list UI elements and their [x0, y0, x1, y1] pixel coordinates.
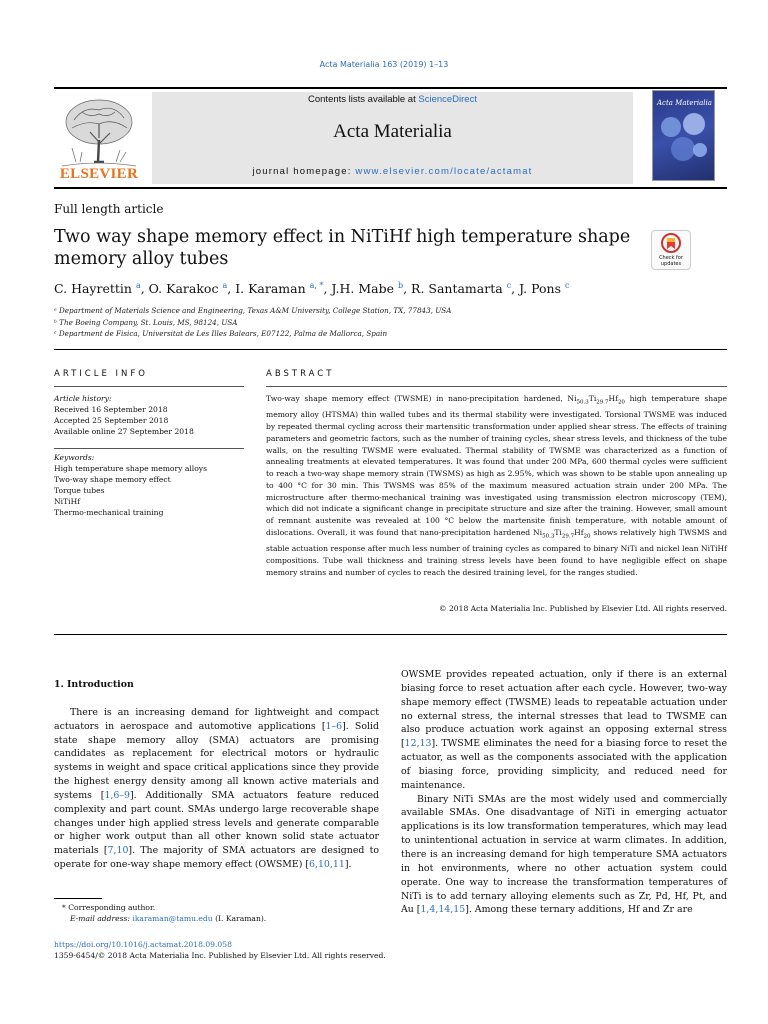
- journal-reference[interactable]: Acta Materialia 163 (2019) 1–13: [319, 60, 449, 69]
- body-text: OWSME provides repeated actuation, only if there is an external biasing force to reset actuation after each cycle. However, two-way shape memory effect (TWSME) leads to repeatable actuation under no external stress, the internal stresses that lead to TWSME can also produce actuation work against an opposing external stress [: [401, 669, 727, 750]
- formula-sub: 50.3: [542, 533, 555, 540]
- author-affiliation-marker[interactable]: b: [397, 281, 404, 290]
- keywords-rule: [54, 448, 244, 449]
- abstract-rule: [266, 386, 727, 387]
- abstract-heading: ABSTRACT: [266, 369, 335, 379]
- keyword: Two-way shape memory effect: [54, 475, 171, 484]
- header-rule-bottom: [54, 187, 727, 189]
- history-accepted: Accepted 25 September 2018: [54, 416, 169, 425]
- keyword: High temperature shape memory alloys: [54, 464, 207, 473]
- contents-prefix: Contents lists available at: [308, 94, 419, 105]
- cover-graphic-circle: [671, 137, 695, 161]
- email-label: E-mail address:: [70, 914, 133, 923]
- body-text: ].: [344, 859, 352, 871]
- bookmark-icon: [661, 233, 681, 253]
- header-rule-top: [54, 87, 727, 89]
- body-text: ]. Among these ternary additions, Hf and Zr are: [465, 904, 693, 916]
- citation-link[interactable]: 1,6–9: [104, 789, 130, 801]
- article-info-heading: ARTICLE INFO: [54, 369, 148, 379]
- cover-graphic-circle: [693, 143, 707, 157]
- email-link[interactable]: ikaraman@tamu.edu: [132, 914, 213, 923]
- body-text: ]. The majority of SMA actuators are designed to operate for one-way shape memory effect (OWSME) [: [54, 845, 379, 871]
- journal-name: Acta Materialia: [333, 121, 452, 142]
- affiliation-a: ᵃ Department of Materials Science and Engineering, Texas A&M University, College Station, TX, 77843, USA: [54, 306, 452, 315]
- footnote-rule: [54, 898, 102, 899]
- body-text: ]. Solid state shape memory alloy (SMA) actuators are promising candidates as replacement for electrical motors or hydraulic systems in weight and space critical applications since they provide the highest energy density among all known active materials and systems [: [54, 720, 379, 801]
- homepage-link[interactable]: www.elsevier.com/locate/actamat: [355, 166, 533, 177]
- citation-link[interactable]: 1,4,14,15: [420, 904, 466, 916]
- check-for-updates-button[interactable]: [651, 230, 691, 270]
- author-affiliation-marker[interactable]: c: [506, 281, 512, 290]
- cover-graphic-circle: [661, 117, 681, 137]
- body-text: ]. TWSME eliminates the need for a biasing force to reset the actuator, as well as the components associated with the application of biasing force, providing simplicity, and reduced need for maintenance.: [401, 738, 727, 791]
- author-affiliation-marker[interactable]: a: [222, 281, 228, 290]
- formula-hf: Hf: [574, 527, 584, 537]
- issn-copyright: 1359-6454/© 2018 Acta Materialia Inc. Published by Elsevier Ltd. All rights reserved.: [54, 951, 386, 960]
- body-text: ]. Additionally SMA actuators feature reduced complexity and part count. SMAs undergo large recoverable shape changes under high applied stress levels and generate comparable or higher work output than all other known solid state actuator materials [: [54, 789, 379, 857]
- author-name[interactable]: J.H. Mabe: [331, 281, 394, 297]
- author-list: C. Hayrettin $^a$, O. Karakoc $^a$, I. Karaman $^{a, *}$, J.H. Mabe $^b$, R. Santamarta $^c$, J. Pons $^c$: [54, 281, 570, 297]
- formula-sub: 20: [583, 533, 591, 540]
- journal-homepage: [152, 166, 633, 177]
- sciencedirect-link[interactable]: ScienceDirect: [418, 94, 477, 105]
- formula-ni: Ni: [533, 527, 543, 537]
- author-affiliation-marker[interactable]: a, *: [309, 281, 324, 290]
- journal-cover-image[interactable]: [652, 90, 715, 181]
- homepage-prefix: journal homepage:: [252, 166, 356, 177]
- formula-sub: 29.7: [561, 533, 575, 540]
- affiliation-c: ᶜ Department de Fisica, Universitat de Les Illes Balears, E07122, Palma de Mallorca, Spain: [54, 329, 388, 338]
- history-received: Received 16 September 2018: [54, 405, 168, 414]
- body-right-column: [401, 668, 727, 917]
- citation-link[interactable]: 1–6: [325, 720, 343, 732]
- publisher-wordmark: ELSEVIER: [59, 166, 139, 182]
- abstract-part: Two-way shape memory effect (TWSME) in nano-precipitation hardened,: [266, 394, 568, 403]
- article-info-rule: [54, 386, 244, 387]
- formula-sub: 50.3: [576, 399, 589, 406]
- article-history: [54, 393, 249, 437]
- corresponding-author-note: * Corresponding author.: [62, 903, 156, 912]
- keyword: Torque tubes: [54, 486, 105, 495]
- body-text: There is an increasing demand for lightweight and compact actuators in aerospace and automotive applications [: [54, 706, 379, 732]
- author-name[interactable]: C. Hayrettin: [54, 281, 132, 297]
- formula-ni: Ni: [567, 394, 577, 403]
- body-left-column: [54, 678, 379, 872]
- citation-link[interactable]: 6,10,11: [309, 859, 345, 871]
- cover-graphic-circle: [683, 113, 705, 135]
- formula-hf: Hf: [608, 394, 618, 403]
- abstract-part: high temperature shape memory alloy (HTSMA) thin walled tubes and its thermal stability were investigated. Torsional TWSME was induced by repeated thermal cycling across their martensitic transformation under applied shear stress. The effects of training parameters and geometric factors, such as the number of training cycles, shear stress levels, and thickness of the tube walls, on the resulting TWSME were evaluated. Thermal stability of TWSME was characterized as a function of annealing treatments at elevated temperatures. It was found that under 200 MPa, 600 thermal cycles were sufficient to reach a two-way shape memory strain (TWSMS) as high as 2.95%, which was shown to be stable upon annealing up to 400 °C for 30 min. This TWSMS was 85% of the maximum measured actuation strain under 200 MPa. The microstructure after thermo-mechanical training was investigated using transmission electron microscopy (TEM), which did not indicate a significant change in precipitate structure and size after the training. However, small amount of remnant austenite was revealed at 100 °C below the martensite finish temperature, with notable amount of dislocations. Overall, it was found that nano-precipitation hardened: [266, 394, 727, 537]
- body-paragraph: [401, 668, 727, 793]
- keyword: Thermo-mechanical training: [54, 508, 164, 517]
- abstract-text: [266, 393, 727, 578]
- citation-link[interactable]: 12,13: [404, 738, 432, 750]
- article-history-label: Article history:: [54, 394, 112, 403]
- formula-sub: 20: [617, 399, 625, 406]
- doi-link[interactable]: https://doi.org/10.1016/j.actamat.2018.09.058: [54, 940, 232, 949]
- author-name[interactable]: J. Pons: [519, 281, 562, 297]
- body-paragraph: [401, 793, 727, 918]
- author-affiliation-marker[interactable]: c: [565, 281, 570, 290]
- affiliation-b: ᵇ The Boeing Company, St. Louis, MS, 98124, USA: [54, 318, 238, 327]
- email-suffix: (I. Karaman).: [212, 914, 267, 923]
- email-footnote: [70, 914, 266, 923]
- author-affiliation-marker[interactable]: a: [135, 281, 141, 290]
- introduction-heading: 1. Introduction: [54, 679, 134, 690]
- citation-link[interactable]: 7,10: [107, 845, 129, 857]
- section-divider: [54, 634, 727, 635]
- section-divider: [54, 349, 727, 350]
- author-name[interactable]: I. Karaman: [235, 281, 306, 297]
- check-for-updates-label: Check for updates: [659, 255, 683, 267]
- formula-sub: 29.7: [596, 399, 609, 406]
- cover-title: Acta Materialia: [657, 99, 712, 107]
- formula-ti: Ti: [588, 394, 597, 403]
- author-name[interactable]: O. Karakoc: [148, 281, 219, 297]
- keyword: NiTiHf: [54, 497, 80, 506]
- history-online: Available online 27 September 2018: [54, 427, 194, 436]
- article-title: Two way shape memory effect in NiTiHf high temperature shape memory alloy tubes: [54, 227, 631, 269]
- author-name[interactable]: R. Santamarta: [411, 281, 503, 297]
- formula-ti: Ti: [554, 527, 562, 537]
- contents-line: [152, 94, 633, 105]
- article-type: Full length article: [54, 202, 164, 216]
- body-text: Binary NiTi SMAs are the most widely used and commercially available SMAs. One disadvantage of NiTi in emerging actuator applications is its low transformation temperatures, which may lead to unintentional actuation in service at warm climates. In addition, there is an increasing demand for high temperature SMA actuators in hot environments, where no other actuation system could operate. One way to increase the transformation temperatures of NiTi is to add ternary alloying elements such as Zr, Pd, Hf, Pt, and Au [: [401, 793, 727, 916]
- abstract-part: shows relatively high TWSMS and stable actuation response after much less number of training cycles as compared to binary NiTi and nickel lean NiTiHf compositions. Tube wall thickness and training stress levels have been found to have negligible effect on shape memory strains and number of cycles to reach the desired training level, for the ranges studied.: [266, 527, 727, 577]
- introduction-paragraph: [54, 706, 379, 872]
- keywords-label: Keywords:: [54, 453, 95, 462]
- abstract-copyright: © 2018 Acta Materialia Inc. Published by Elsevier Ltd. All rights reserved.: [438, 604, 727, 613]
- keywords-block: [54, 452, 249, 518]
